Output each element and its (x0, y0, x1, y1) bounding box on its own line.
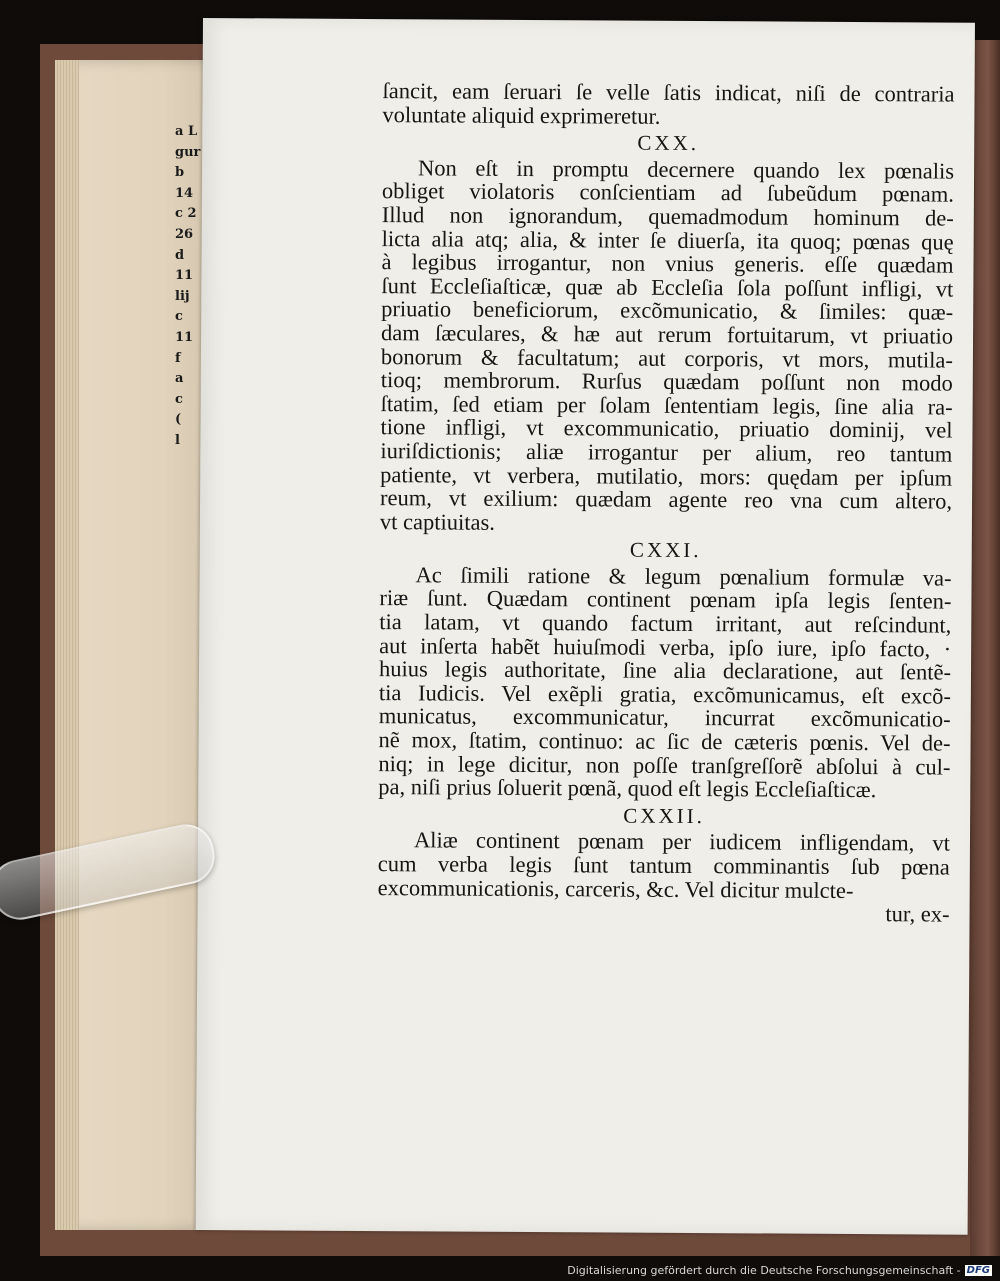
left-fragment: gur (175, 144, 201, 160)
text-line: riæ ſunt. Quædam continent pœnam ipſa legis ſenten- (379, 585, 952, 615)
text-line: reum, vt exilium: quædam agente reo vna cum altero, (379, 485, 953, 514)
text-line: niq; in lege dicitur, non poſſe tranſgreſſorẽ abſolui à cul- (378, 750, 951, 780)
text-line: pa, niſi prius ſoluerit pœnã, quod eſt legis Eccleſiaſticæ. (378, 774, 877, 803)
right-page (196, 18, 975, 1235)
text-line: huius legis authoritate, ſine alia declaratione, aut ſentẽ- (378, 656, 952, 685)
left-fragment: 11 (175, 268, 194, 284)
section-heading: CXXII. (623, 803, 705, 828)
text-line: excommunicationis, carceris, &c. Vel dicitur mulcte- (377, 874, 854, 903)
text-line: tia latam, vt quando factum irritant, aut reſcindunt, (379, 609, 952, 638)
left-fragment: f (175, 350, 181, 366)
text-line: dam ſæculares, & hæ aut rerum fortuitarum, vt priuatio (381, 320, 954, 349)
text-line: Illud non ignorandum, quemadmodum hominum de- (381, 202, 954, 231)
text-line: licta alia atq; alia, & inter ſe diuerſa, ita quoq; pœnas quę (381, 225, 954, 255)
catchword: tur, ex- (885, 901, 950, 927)
text-line: voluntate aliquid exprimeretur. (382, 101, 661, 129)
digitization-footer (567, 1264, 992, 1277)
text-line: à legibus irrogantur, non vnius generis. eſſe quædam (381, 249, 954, 278)
text-line: tione infligi, vt excommunicatio, priuatio dominij, vel (380, 414, 953, 443)
section-heading: CXX. (637, 130, 700, 156)
page-body-text (377, 79, 954, 926)
left-fragment: b (175, 165, 185, 181)
left-fragment: c (175, 309, 183, 325)
text-line: nẽ mox, ſtatim, continuo: ac ſic de cæteris pœnis. Vel de- (378, 727, 951, 756)
left-fragment: d (175, 247, 185, 263)
text-line: ſunt Eccleſiaſticæ, quæ ab Eccleſia ſola poſſunt infligi, vt (381, 272, 954, 302)
text-line: iuriſdictionis; aliæ irrogantur per alium, reo tantum (380, 437, 953, 467)
footer-text: Digitalisierung gefördert durch die Deutsche Forschungsgemeinschaft - (567, 1264, 961, 1277)
text-line: cum verba legis ſunt tantum comminantis ſub pœna (377, 851, 950, 880)
text-line: patiente, vt verbera, mutilatio, mors: quędam per ipſum (380, 461, 953, 491)
dfg-logo: DFG (966, 1265, 990, 1276)
left-fragment: a L (175, 124, 198, 139)
left-fragment: 11 (175, 329, 194, 345)
section-heading: CXXI. (629, 537, 702, 563)
text-line: tioq; membrorum. Rurſus quædam poſſunt non modo (380, 367, 953, 396)
text-line: tia Iudicis. Vel exẽpli gratia, excõmunicamus, eſt excõ- (378, 679, 951, 709)
left-fragment: c (175, 391, 183, 407)
text-line: Non eſt in promptu decernere quando lex pœnalis (418, 155, 955, 184)
left-fragment: a (175, 371, 184, 387)
book-cover-edge (970, 40, 1000, 1256)
text-line: Aliæ continent pœnam per iudicem infligendam, vt (413, 827, 951, 856)
text-line: obliget violatoris conſcientiam ad ſubeũdum pœnam. (381, 178, 955, 207)
left-fragment: ( (175, 412, 182, 428)
text-line: aut inſerta habẽt huiuſmodi verba, ipſo iure, ipſo facto, · (379, 632, 952, 662)
left-fragment: c 2 (175, 206, 197, 222)
text-line: municatus, excommunicatur, incurrat excõmunicatio- (378, 703, 951, 733)
left-fragment: lij (175, 288, 190, 304)
text-line: ſancit, eam ſeruari ſe velle ſatis indicat, niſi de contraria (382, 78, 955, 107)
text-line: priuatio beneficiorum, excõmunicatio, & ſimiles: quæ- (381, 296, 954, 325)
text-line: vt captiuitas. (379, 508, 495, 535)
left-fragment: 14 (175, 185, 194, 201)
left-fragment: 26 (175, 226, 194, 242)
text-line: ſtatim, ſed etiam per ſolam ſententiam legis, ſine alia ra- (380, 390, 953, 420)
text-line: bonorum & facultatum; aut corporis, vt mors, mutila- (380, 343, 954, 373)
left-fragment: l (175, 432, 180, 448)
page-edges (55, 60, 79, 1230)
text-line: Ac ſimili ratione & legum pœnalium formulæ va- (415, 562, 952, 591)
